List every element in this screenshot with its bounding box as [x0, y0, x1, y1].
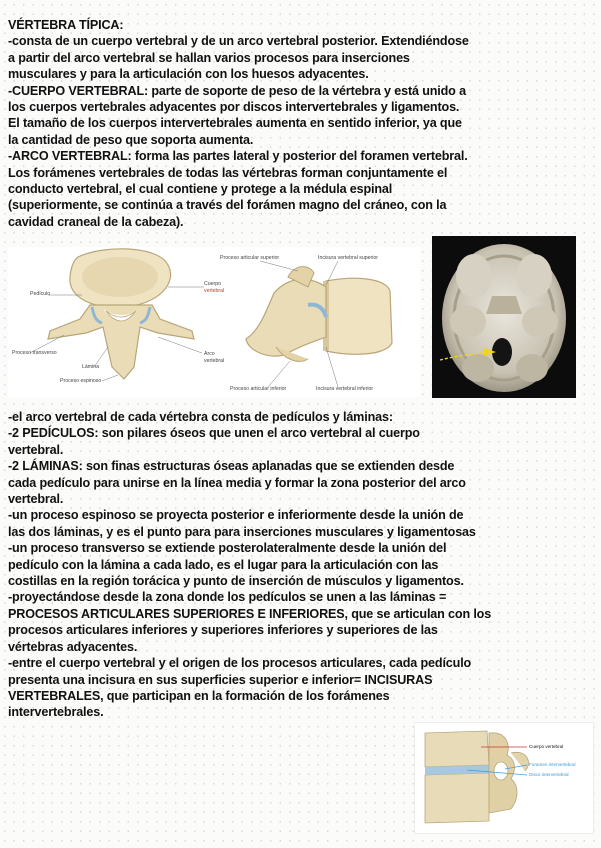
- label-pediculo: Pedículo: [30, 291, 51, 297]
- text-line: -proyectándose desde la zona donde los pedículos se unen a las láminas =: [8, 590, 447, 605]
- label-art-superior: Proceso articular superior: [220, 255, 280, 261]
- label-cuerpo-vertebral: vertebral: [204, 288, 225, 294]
- text-line: vertebral.: [8, 492, 64, 507]
- text-line: VERTEBRALES, que participan en la formación de los forámenes: [8, 688, 390, 703]
- text-line: -un proceso espinoso se proyecta posterior e inferiormente desde la unión de: [8, 508, 464, 523]
- text-line: VÉRTEBRA TÍPICA:: [8, 18, 124, 32]
- text-line: PROCESOS ARTICULARES SUPERIORES E INFERIORES, que se articulan con los: [8, 606, 492, 621]
- label-arco-vertebral: vertebral: [204, 358, 225, 364]
- text-line: presenta una incisura en sus superficies superior e inferior= INCISURAS: [8, 672, 433, 687]
- label-art-inferior: Proceso articular inferior: [230, 386, 287, 392]
- skull-base-photo: [432, 236, 576, 398]
- text-line: -ARCO VERTEBRAL: forma las partes lateral y posterior del foramen vertebral.: [8, 149, 468, 164]
- text-line: cavidad craneal de la cabeza).: [8, 214, 184, 229]
- text-line: los cuerpos vertebrales adyacentes por discos intervertebrales y ligamentos.: [8, 100, 460, 115]
- label-lamina: Lámina: [82, 364, 100, 370]
- text-line: -entre el cuerpo vertebral y el origen de los procesos articulares, cada pedículo: [8, 656, 472, 671]
- text-line: la cantidad de peso que soporta aumenta.: [8, 132, 254, 147]
- text-line: musculares y para la articulación con los huesos adyacentes.: [8, 67, 369, 82]
- text-line: -un proceso transverso se extiende posterolateralmente desde la unión del: [8, 541, 447, 556]
- text-line: (superiormente, se continúa a través del forámen magno del cráneo, con la: [8, 198, 447, 213]
- lateral-view: [246, 261, 392, 387]
- vertebra-diagram: [8, 247, 420, 397]
- text-line: vertebral.: [8, 442, 64, 457]
- label-cuerpo-vertebral: Cuerpo vertebral: [529, 744, 564, 749]
- vertebra-illustration: [8, 247, 420, 397]
- text-line: pedículo con la lámina a cada lado, es el lugar para la articulación con las: [8, 557, 439, 572]
- text-line: -consta de un cuerpo vertebral y de un arco vertebral posterior. Extendiéndose: [8, 34, 469, 49]
- label-foramen-intervertebral: Foramen intervertebral: [529, 762, 576, 767]
- text-line: intervertebrales.: [8, 705, 104, 720]
- text-line: conducto vertebral, el cual contiene y protege a la médula espinal: [8, 182, 393, 197]
- text-block-bottom: [8, 409, 598, 721]
- label-cuerpo: Cuerpo: [204, 281, 222, 287]
- text-line: a partir del arco vertebral se hallan varios procesos para inserciones: [8, 50, 410, 65]
- text-line: -2 LÁMINAS: son finas estructuras óseas aplanadas que se extienden desde: [8, 459, 455, 474]
- text-line: procesos articulares inferiores y superiores inferiores y superiores de las: [8, 623, 438, 638]
- text-line: -2 PEDÍCULOS: son pilares óseos que unen el arco vertebral al cuerpo: [8, 426, 420, 441]
- text-line: El tamaño de los cuerpos intervertebrales aumenta en sentido inferior, ya que: [8, 116, 462, 131]
- label-arco: Arco: [204, 351, 215, 357]
- text-line: -CUERPO VERTEBRAL: parte de soporte de peso de la vértebra y está unido a: [8, 83, 466, 98]
- label-proceso-transverso: Proceso transverso: [12, 350, 57, 356]
- spine-illustration: [415, 723, 593, 833]
- intervertebral-foramen-diagram: [414, 722, 594, 834]
- label-incisura-superior: Incisura vertebral superior: [318, 255, 378, 261]
- label-proceso-espinoso: Proceso espinoso: [60, 378, 102, 384]
- label-disco-intervertebral: Disco intervertebral: [529, 772, 569, 777]
- text-line: costillas en la región torácica y punto de inserción de músculos y ligamentos.: [8, 574, 464, 589]
- label-incisura-inferior: Incisura vertebral inferior: [316, 386, 374, 392]
- text-line: -el arco vertebral de cada vértebra consta de pedículos y láminas:: [8, 410, 393, 424]
- text-line: vértebras adyacentes.: [8, 639, 138, 654]
- text-line: Los forámenes vertebrales de todas las vértebras forman conjuntamente el: [8, 165, 448, 180]
- text-line: las dos láminas, y es el punto para para inserciones musculares y ligamentosas: [8, 524, 476, 539]
- skull-illustration: [432, 236, 576, 398]
- text-line: cada pedículo para unirse en la línea media y formar la zona posterior del arco: [8, 475, 466, 490]
- superior-view: [30, 249, 204, 381]
- text-block-top: [8, 17, 598, 230]
